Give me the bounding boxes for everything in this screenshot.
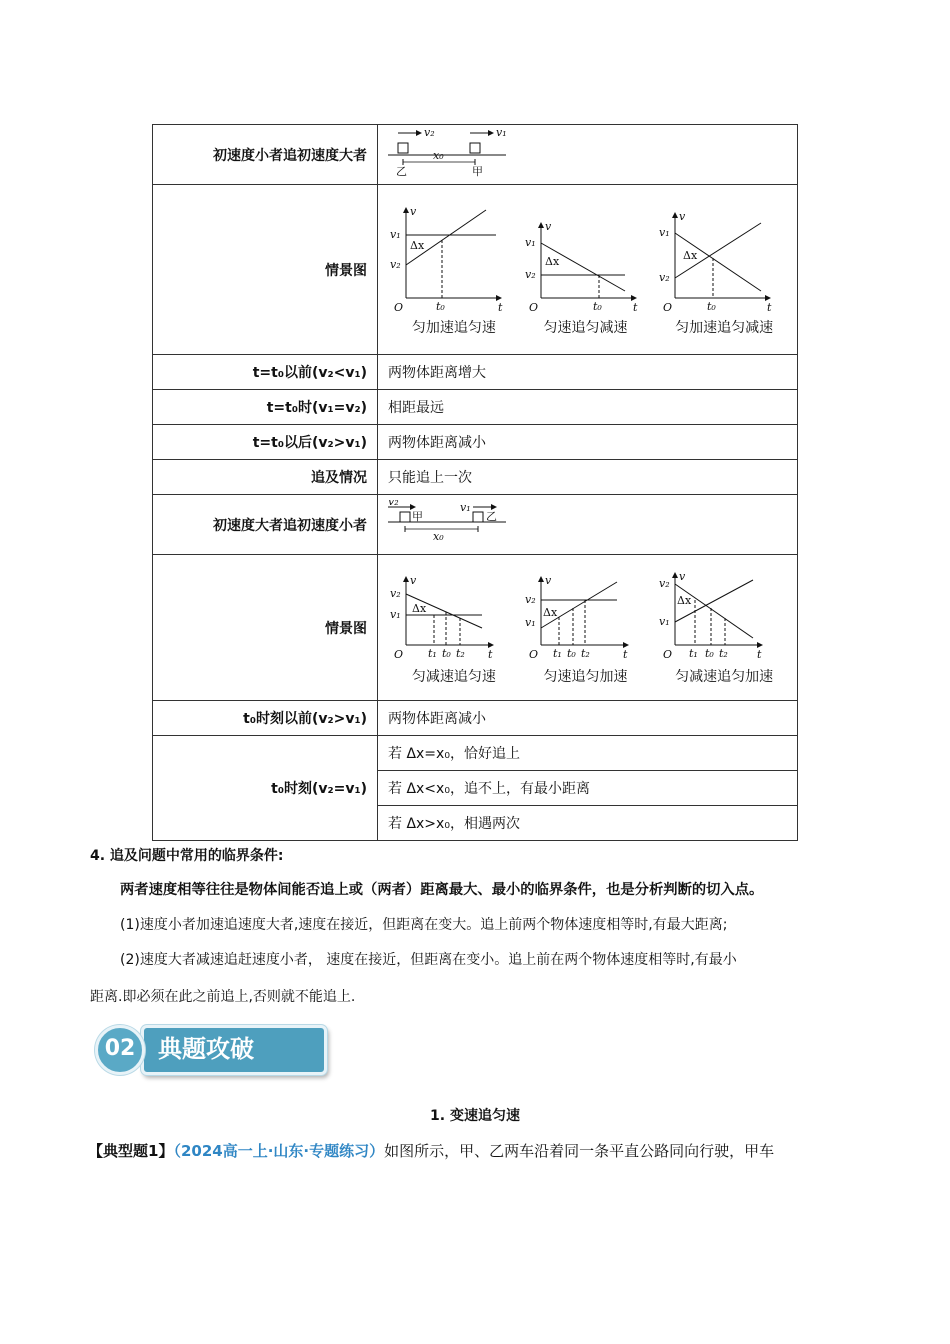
case2-graphs-cell [378, 555, 798, 701]
svg-text:v₁: v₁ [390, 227, 401, 241]
svg-text:v₂: v₂ [390, 257, 401, 271]
row-value: 若 Δx=x₀，恰好追上 [378, 736, 798, 771]
row-label: t=t₀以前(v₂<v₁) [153, 355, 378, 390]
section-badge-number: 02 [95, 1025, 145, 1075]
row-label: t=t₀时(v₁=v₂) [153, 390, 378, 425]
row-value: 只能追上一次 [378, 460, 798, 495]
example-text: 如图所示，甲、乙两车沿着同一条平直公路同向行驶，甲车 [384, 1142, 775, 1160]
svg-text:t: t [632, 300, 637, 313]
case1-graphs-cell [378, 185, 798, 355]
svg-text:x₀: x₀ [433, 530, 444, 543]
case2-label: 初速度大者追初速度小者 [153, 495, 378, 555]
row-value: 相距最远 [378, 390, 798, 425]
svg-text:t: t [488, 647, 493, 661]
svg-text:v₁: v₁ [659, 614, 670, 628]
svg-text:v₁: v₁ [524, 615, 536, 629]
svg-text:甲: 甲 [412, 510, 423, 523]
svg-text:t₀: t₀ [592, 299, 602, 313]
svg-text:v: v [544, 219, 551, 233]
svg-text:乙: 乙 [486, 510, 497, 523]
svg-text:v₂: v₂ [524, 592, 536, 606]
svg-text:v: v [679, 569, 686, 583]
bracket-close: 】 [158, 1142, 174, 1160]
case1-captions [388, 317, 797, 337]
row-value: 两物体距离增大 [378, 355, 798, 390]
case1-label: 初速度小者追初速度大者 [153, 125, 378, 185]
svg-text:x₀: x₀ [433, 149, 444, 162]
svg-text:v₁: v₁ [524, 235, 536, 249]
row-value: 两物体距离减小 [378, 701, 798, 736]
svg-text:t₀: t₀ [566, 646, 576, 660]
svg-text:v: v [410, 573, 417, 587]
svg-text:v: v [410, 204, 417, 218]
svg-text:O: O [528, 300, 538, 313]
svg-text:v₂: v₂ [659, 576, 670, 590]
svg-text:甲: 甲 [472, 165, 483, 178]
svg-text:t₂: t₂ [456, 646, 465, 660]
section4-item2-a: (2)速度大者减速追赶速度小者， 速度在接近，但距离在变小。追上前在两个物体速度相等时,有最小 [120, 952, 737, 968]
svg-text:O: O [663, 300, 673, 313]
case2-captions [388, 666, 797, 686]
case1-scene-label: 情景图 [153, 185, 378, 355]
svg-text:t₀: t₀ [705, 646, 714, 660]
graph-uniform-vs-accel [523, 570, 643, 662]
row-value: 若 Δx<x₀，追不上，有最小距离 [378, 771, 798, 806]
caption: 匀减速追匀加速 [675, 668, 774, 685]
svg-text:t₀: t₀ [436, 299, 445, 313]
summary-table [152, 124, 798, 841]
caption: 匀加速追匀减速 [675, 319, 774, 336]
case1-car-diagram [388, 125, 528, 180]
svg-text:Δx: Δx [683, 248, 698, 262]
svg-text:Δx: Δx [412, 601, 427, 615]
caption: 匀速追匀加速 [543, 668, 628, 685]
svg-text:v₂: v₂ [390, 586, 401, 600]
section4-item2-b: 距离.即必须在此之前追上,否则就不能追上. [90, 989, 356, 1005]
graph-uniform-vs-decel [523, 203, 643, 313]
svg-text:t₀: t₀ [442, 646, 451, 660]
graph-decel-vs-uniform [388, 570, 508, 662]
section4-item1: (1)速度小者加速追速度大者,速度在接近，但距离在变大。追上前两个物体速度相等时,有最大距离; [120, 917, 728, 933]
example-question-1 [88, 1141, 774, 1161]
svg-text:v₂: v₂ [424, 126, 435, 139]
svg-text:v₁: v₁ [496, 126, 507, 139]
svg-text:t: t [622, 647, 627, 661]
t0-moment-label: t₀时刻(v₂=v₁) [153, 736, 378, 841]
row-label: t=t₀以后(v₂>v₁) [153, 425, 378, 460]
svg-text:t: t [498, 300, 503, 313]
svg-text:t₁: t₁ [428, 646, 437, 660]
svg-text:Δx: Δx [677, 593, 692, 607]
row-label: 追及情况 [153, 460, 378, 495]
svg-text:t₂: t₂ [719, 646, 728, 660]
svg-text:O: O [663, 647, 673, 661]
svg-text:v₂: v₂ [524, 267, 536, 281]
case1-figure-cell [378, 125, 798, 185]
row-label: t₀时刻以前(v₂>v₁) [153, 701, 378, 736]
svg-text:v₁: v₁ [460, 501, 471, 514]
example-label: 典型题1 [103, 1142, 159, 1160]
row-value: 若 Δx>x₀，相遇两次 [378, 806, 798, 841]
example-source: （2024高一上·山东·专题练习） [173, 1142, 385, 1160]
svg-text:v₁: v₁ [390, 607, 401, 621]
svg-text:t: t [767, 300, 772, 313]
row-value: 两物体距离减小 [378, 425, 798, 460]
subsection-title: 1. 变速追匀速 [430, 1108, 520, 1124]
svg-text:v₂: v₂ [388, 500, 399, 508]
svg-text:t₂: t₂ [580, 646, 590, 660]
section4-bold-line: 两者速度相等往往是物体间能否追上或（两者）距离最大、最小的临界条件，也是分析判断的切入点。 [120, 882, 764, 898]
section4-heading: 4. 追及问题中常用的临界条件: [90, 848, 284, 864]
caption: 匀加速追匀速 [411, 319, 496, 336]
case2-scene-label: 情景图 [153, 555, 378, 701]
svg-text:v₂: v₂ [659, 270, 670, 284]
svg-text:t₀: t₀ [707, 299, 716, 313]
svg-text:t₁: t₁ [689, 646, 698, 660]
svg-text:t₁: t₁ [552, 646, 562, 660]
svg-text:O: O [528, 647, 538, 661]
svg-text:乙: 乙 [396, 165, 407, 178]
graph-accel-vs-decel [657, 203, 777, 313]
svg-text:O: O [394, 300, 404, 313]
caption: 匀速追匀减速 [543, 319, 628, 336]
graph-accel-vs-uniform [388, 203, 508, 313]
svg-text:Δx: Δx [544, 254, 559, 268]
svg-text:Δx: Δx [410, 238, 425, 252]
svg-text:v₁: v₁ [659, 225, 670, 239]
graph-decel-vs-accel [657, 570, 777, 662]
svg-text:t: t [757, 647, 762, 661]
svg-text:O: O [394, 647, 404, 661]
svg-text:Δx: Δx [542, 605, 557, 619]
caption: 匀减速追匀速 [411, 668, 496, 685]
section-badge-title: 典题攻破 [141, 1025, 327, 1075]
case2-car-diagram [388, 500, 528, 545]
case2-figure-cell [378, 495, 798, 555]
svg-text:v: v [679, 209, 686, 223]
bracket-open: 【 [88, 1142, 104, 1160]
svg-text:v: v [544, 573, 551, 587]
